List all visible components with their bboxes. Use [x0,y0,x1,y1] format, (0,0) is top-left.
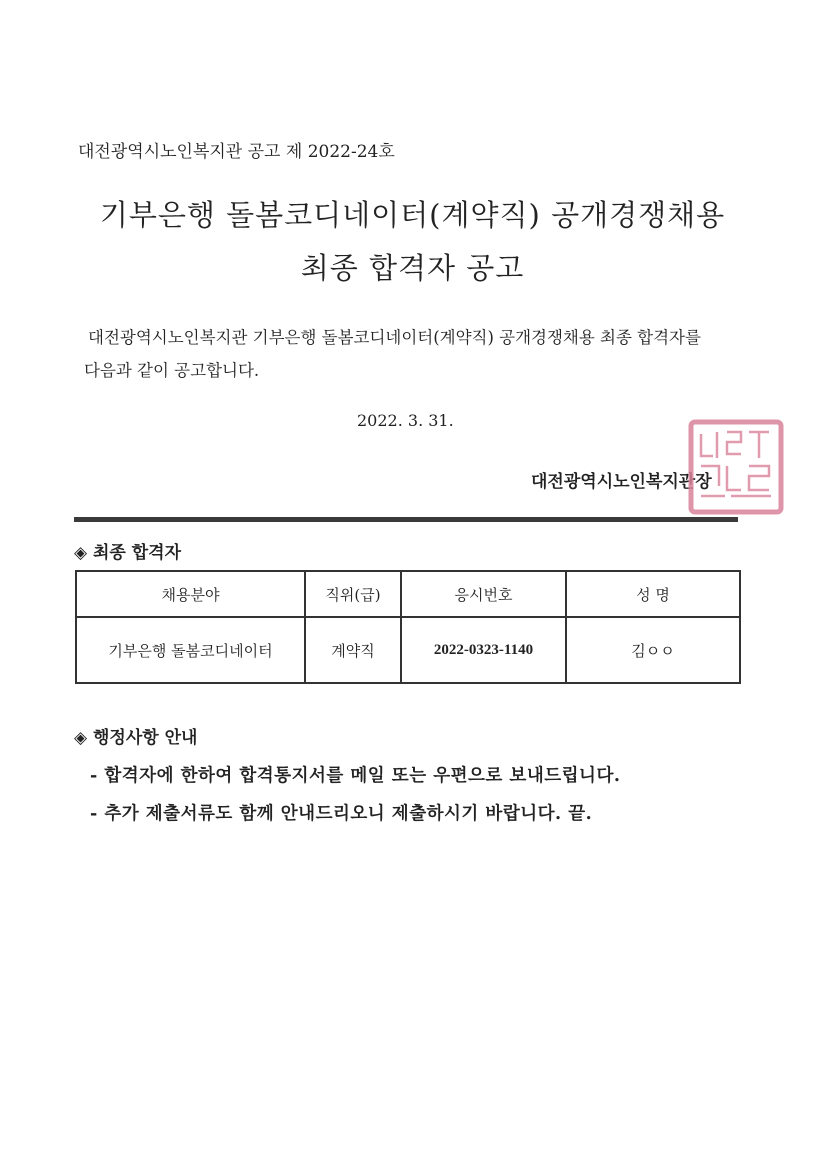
admin-note-1: - 합격자에 한하여 합격통지서를 메일 또는 우편으로 보내드립니다. [90,766,621,786]
official-seal-stamp [687,418,785,516]
cell-field: 기부은행 돌봄코디네이터 [76,617,305,683]
body-paragraph-line-1: 대전광역시노인복지관 기부은행 돌봄코디네이터(계약직) 공개경쟁채용 최종 합격자를 [88,328,701,347]
table-header-row [76,571,740,617]
notice-number: 대전광역시노인복지관 공고 제 2022-24호 [78,142,395,162]
results-table [75,570,741,684]
section-heading-final-candidates: ◈ 최종 합격자 [74,543,182,563]
title-line-1: 기부은행 돌봄코디네이터(계약직) 공개경쟁채용 [99,198,726,232]
signatory: 대전광역시노인복지관장 [531,472,712,492]
title-line-2: 최종 합격자 공고 [300,251,525,285]
cell-position: 계약직 [305,617,401,683]
header-position: 직위(급) [305,571,401,617]
body-paragraph-line-2: 다음과 같이 공고합니다. [84,361,260,380]
header-applicant-number: 응시번호 [401,571,566,617]
header-field: 채용분야 [76,571,305,617]
divider-rule [74,517,738,522]
cell-name: 김ㅇㅇ [566,617,740,683]
cell-applicant-number: 2022-0323-1140 [401,617,566,683]
table-row [76,617,740,683]
section-heading-admin-info: ◈ 행정사항 안내 [74,728,198,748]
admin-note-2: - 추가 제출서류도 함께 안내드리오니 제출하시기 바랍니다. 끝. [90,804,593,824]
header-name: 성 명 [566,571,740,617]
notice-date: 2022. 3. 31. [357,411,454,430]
